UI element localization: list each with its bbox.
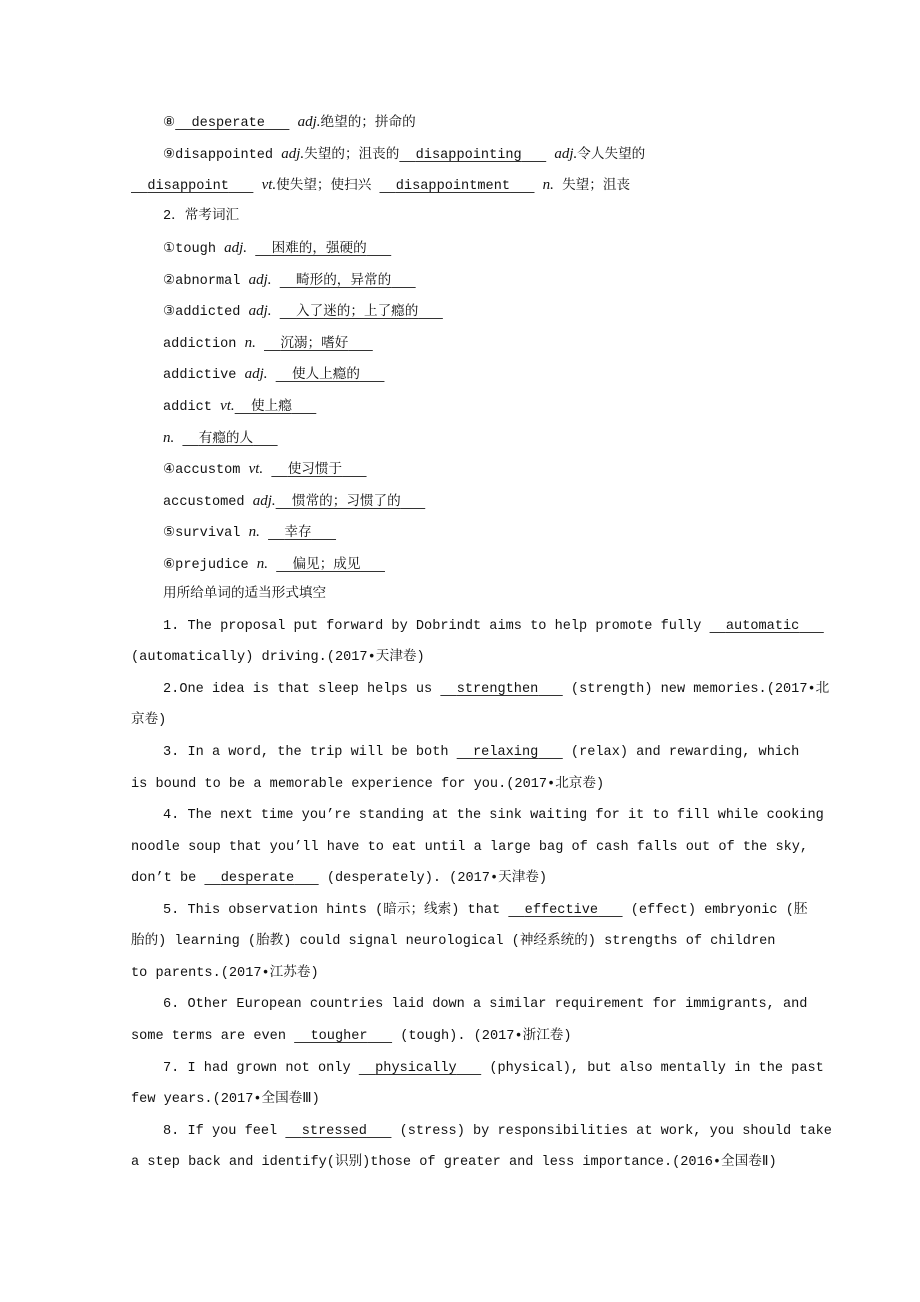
text-segment: 令人失望的 [577,147,646,163]
answer-text: physically [375,1060,457,1076]
text-line [163,396,316,416]
answer-text: 使上瘾 [251,399,292,415]
part-of-speech-label: adj. [244,366,268,383]
text-segment [535,179,543,194]
text-segment: ①tough [163,242,225,258]
text-segment: a step back and identify(识别)those of greater and less importance.(2016•全国卷Ⅱ) [131,1155,777,1171]
text-line [163,680,829,700]
text-segment: 京卷) [131,713,167,729]
text-segment: addict [163,399,221,415]
answer-blank [235,400,317,415]
text-line [131,775,604,795]
answer-blank [379,179,534,194]
text-line [131,1153,777,1173]
answer-text: relaxing [473,745,539,760]
answer-text: 沉溺；嗜好 [280,336,349,352]
text-segment: 1. The proposal put forward by Dobrindt aims to help promote fully [163,618,710,634]
part-of-speech-label: n. [542,177,554,194]
text-segment: (stress) by responsibilities at work, you should take [391,1123,832,1139]
answer-blank [508,903,622,918]
text-segment [247,242,255,257]
answer-blank [359,1061,481,1076]
answer-text: desperate [220,871,295,887]
answer-blank [440,682,562,697]
text-segment: ③addicted [163,305,249,321]
text-segment [260,526,268,541]
text-segment: (relax) and rewarding, which [562,745,800,760]
text-segment: 3. In a word, the trip will be both [163,745,457,760]
answer-text: 畸形的，异常的 [296,273,392,289]
answer-blank [264,337,373,352]
text-segment: ⑨disappointed [163,147,282,163]
part-of-speech-label: adj. [248,271,272,288]
text-segment: is bound to be a memorable experience for you.(2017•北京卷) [131,776,605,792]
answer-blank [285,1124,391,1139]
answer-blank [280,274,416,289]
text-segment: 7. I had grown not only [163,1060,359,1076]
answer-blank [255,242,391,257]
text-segment: ⑥prejudice [163,557,257,573]
text-segment [268,558,276,573]
answer-text: 困难的，强硬的 [271,242,367,258]
text-line [163,333,373,353]
answer-blank [268,526,336,541]
part-of-speech-label: n. [244,334,256,351]
answer-text: disappointing [415,147,522,163]
text-segment: 绝望的；拼命的 [320,116,416,131]
text-segment [272,305,280,320]
text-segment: (tough). (2017•浙江卷) [392,1028,572,1044]
text-line [131,175,630,195]
text-segment: 使失望；使扫兴 [276,179,380,195]
text-segment: (desperately). (2017•天津卷) [318,871,548,887]
text-segment: 用所给单词的适当形式填空 [163,587,327,603]
text-segment: (effect) embryonic (胚 [622,902,808,918]
answer-blank [131,179,253,194]
text-segment: ⑤survival [163,526,249,542]
text-line [163,491,425,511]
answer-blank [399,148,546,163]
text-line [131,648,425,668]
text-segment: (physical), but also mentally in the past [481,1060,824,1076]
answer-text: 有瘾的人 [198,431,254,447]
text-line [131,838,808,858]
text-segment: 6. Other European countries laid down a similar requirement for immigrants, and [163,997,808,1013]
answer-text: 惯常的；习惯了的 [291,494,401,510]
text-segment: addictive [163,368,245,384]
part-of-speech-label: adj. [248,303,272,320]
answer-blank [175,116,289,131]
answer-text: desperate [191,116,265,131]
part-of-speech-label: adj. [297,114,321,130]
answer-blank [710,619,824,634]
text-line [163,364,384,384]
answer-blank [204,871,318,886]
part-of-speech-label: adj. [224,240,248,257]
text-line [163,112,416,132]
part-of-speech-label: adj. [281,145,305,162]
text-line [163,522,336,542]
part-of-speech-label: adj. [252,492,276,509]
answer-blank [276,558,385,573]
text-segment: 8. If you feel [163,1123,286,1139]
part-of-speech-label: vt. [248,461,264,478]
part-of-speech-label: vt. [261,177,277,194]
text-line [163,1122,832,1142]
text-segment: 4. The next time you’re standing at the sink waiting for it to fill while cooking [163,808,824,824]
answer-text: disappoint [147,179,229,195]
text-segment [268,368,276,383]
answer-text: 使人上瘾的 [292,368,360,384]
answer-blank [294,1029,392,1044]
text-segment: 失望的；沮丧的 [304,147,400,163]
text-line [163,207,239,227]
text-line [163,270,416,290]
text-line [131,932,775,952]
answer-text: stressed [301,1123,367,1139]
answer-blank [457,745,563,760]
part-of-speech-label: n. [163,429,175,446]
text-line [163,459,367,479]
text-segment: (automatically) driving.(2017•天津卷) [131,650,425,666]
answer-text: strengthen [456,681,539,697]
answer-text: tougher [310,1028,368,1044]
text-line [131,1090,320,1110]
text-line [163,585,326,605]
text-line [131,1027,572,1047]
text-segment: addiction [163,336,245,352]
text-line [163,806,824,826]
text-segment: accustomed [163,494,253,510]
text-line [163,995,807,1015]
text-line [163,1059,824,1079]
text-segment: ⑧ [163,116,176,131]
text-segment: 胎的) learning (胎教) could signal neurological (神经系统的) strengths of children [131,934,776,950]
part-of-speech-label: n. [248,524,260,541]
text-segment: 5. This observation hints (暗示；线索) that [163,902,509,918]
answer-blank [276,368,385,383]
text-line [163,238,391,258]
text-line [163,617,824,637]
text-segment: 2.One idea is that sleep helps us [163,681,441,697]
text-segment [256,337,264,352]
text-segment: 2．常考词汇 [163,208,240,224]
text-line [163,901,807,921]
answer-text: disappointment [395,179,511,195]
text-segment: some terms are even [131,1028,295,1044]
text-line [163,743,799,763]
part-of-speech-label: vt. [220,397,235,414]
answer-blank [182,432,277,447]
text-segment [289,116,297,131]
answer-blank [280,305,443,320]
text-line [163,301,443,321]
text-segment: few years.(2017•全国卷Ⅲ) [131,1092,320,1108]
text-segment: ④accustom [163,463,249,479]
text-line [163,144,645,164]
text-segment: 失望；沮丧 [553,179,631,195]
answer-blank [276,495,426,510]
text-segment [253,179,261,194]
text-line [163,428,278,448]
part-of-speech-label: n. [256,555,269,572]
text-segment: noodle soup that you’ll have to eat until a large bag of cash falls out of the sky, [131,839,809,855]
answer-text: 入了迷的；上了瘾的 [296,305,419,321]
text-segment: (strength) new memories.(2017•北 [562,681,830,697]
answer-text: automatic [725,618,800,634]
text-segment: don’t be [131,871,205,887]
text-segment [272,274,280,289]
part-of-speech-label: adj. [554,145,578,162]
answer-text: 幸存 [284,526,312,542]
text-line [131,869,547,889]
text-segment: ②abnormal [163,273,249,289]
text-segment: to parents.(2017•江苏卷) [131,965,319,981]
answer-text: 使习惯于 [287,463,343,479]
answer-text: effective [524,902,599,918]
answer-text: 偏见；成见 [292,557,361,573]
answer-blank [271,463,366,478]
text-line [131,964,319,984]
text-line [163,554,385,574]
text-line [131,711,166,731]
